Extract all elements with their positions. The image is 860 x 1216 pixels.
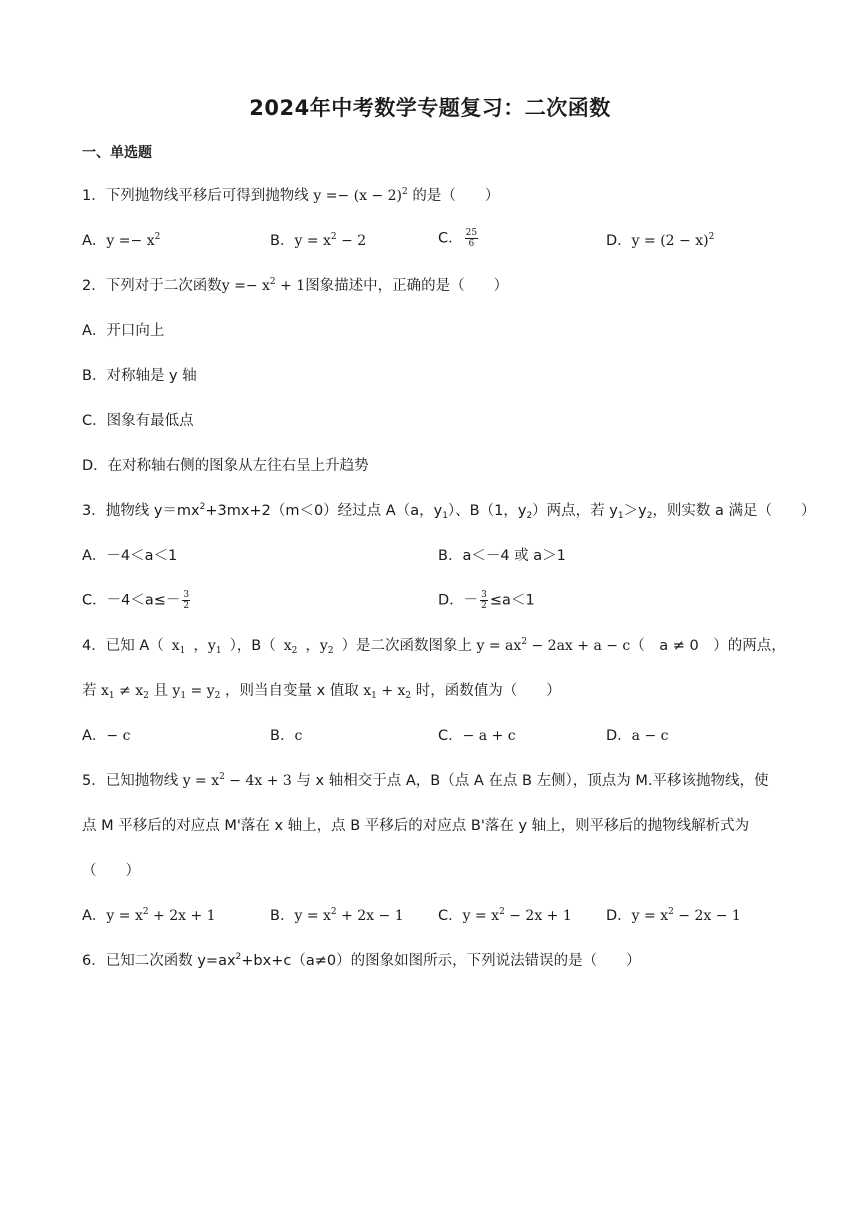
question-4-line-1: 4．已知 A（ $x_1$ ，$y_1$ ），B（ $x_2$ ，$y_2$ ）是二次函数图象上 $y = ax^2 - 2ax + a - c$（ a ≠ 0 ）的两点， <box>82 637 786 656</box>
q4-option-a: A．− c <box>82 728 131 744</box>
q5-option-c: C．$y = x^2 - 2x + 1$ <box>438 907 572 924</box>
question-5-line-3: （ ） <box>82 863 140 879</box>
page-title: 2024年中考数学专题复习：二次函数 <box>249 96 611 120</box>
q3-option-d: D．－ $\frac{3}{2}$ ≤a＜1 <box>438 590 535 611</box>
q3-option-c: C．－4＜a≤－ $\frac{3}{2}$ <box>82 590 190 611</box>
question-4-line-2: 若 $x_1 \ne x_2$ 且 $y_1 = y_2$ ，则当自变量 x 值取 $x_1 + x_2$ 时，函数值为（ ） <box>82 683 561 701</box>
section-heading: 一、单选题 <box>82 145 152 161</box>
q2-option-a: A．开口向上 <box>82 323 165 339</box>
q1-option-b: B．$y = x^2 - 2$ <box>270 232 367 249</box>
question-2: 2．下列对于二次函数$y =- x^2 + 1$图象描述中，正确的是（ ） <box>82 277 509 294</box>
q2-option-b: B．对称轴是 y 轴 <box>82 368 197 384</box>
q1-option-c: C． $\frac{25}{6}$ <box>438 228 478 249</box>
q2-option-d: D．在对称轴右侧的图象从左往右呈上升趋势 <box>82 458 369 474</box>
q4-option-c: C．− a + c <box>438 728 516 744</box>
question-5-line-2: 点 M 平移后的对应点 M'落在 x 轴上，点 B 平移后的对应点 B'落在 y 轴上，则平移后的抛物线解析式为 <box>82 818 750 834</box>
q5-option-a: A．$y = x^2 + 2x + 1$ <box>82 907 216 924</box>
q5-option-b: B．$y = x^2 + 2x - 1$ <box>270 907 404 924</box>
q1-option-d: D．$y = (2 - x)^2$ <box>606 232 715 249</box>
q4-option-b: B．c <box>270 728 303 744</box>
q2-option-c: C．图象有最低点 <box>82 413 194 429</box>
q3-option-a: A．－4＜a＜1 <box>82 548 178 564</box>
q4-option-d: D．a − c <box>606 728 669 744</box>
question-3: 3．抛物线 $y=mx^2+3mx+2(m<0)$经过点 A（a，$y_1$）、B（1，$y_2$）两点，若 $y_1>y_2$，则实数 a 满足（ ） <box>82 502 816 521</box>
q3-option-b: B．a＜－4 或 a＞1 <box>438 548 566 564</box>
question-5-line-1: 5．已知抛物线 $y = x^2 - 4x + 3$ 与 x 轴相交于点 A，B（点 A 在点 B 左侧），顶点为 M.平移该抛物线，使 <box>82 772 769 789</box>
question-1: 1．下列抛物线平移后可得到抛物线 $y =- (x - 2)^2$ 的是（ ） <box>82 187 500 204</box>
q5-option-d: D．$y = x^2 - 2x - 1$ <box>606 907 741 924</box>
q1-option-a: A．$y =- x^2$ <box>82 232 161 249</box>
question-6: 6．已知二次函数 $y=ax^2+bx+c(a\ne 0)$的图象如图所示，下列说法错误的是（ ） <box>82 952 641 969</box>
